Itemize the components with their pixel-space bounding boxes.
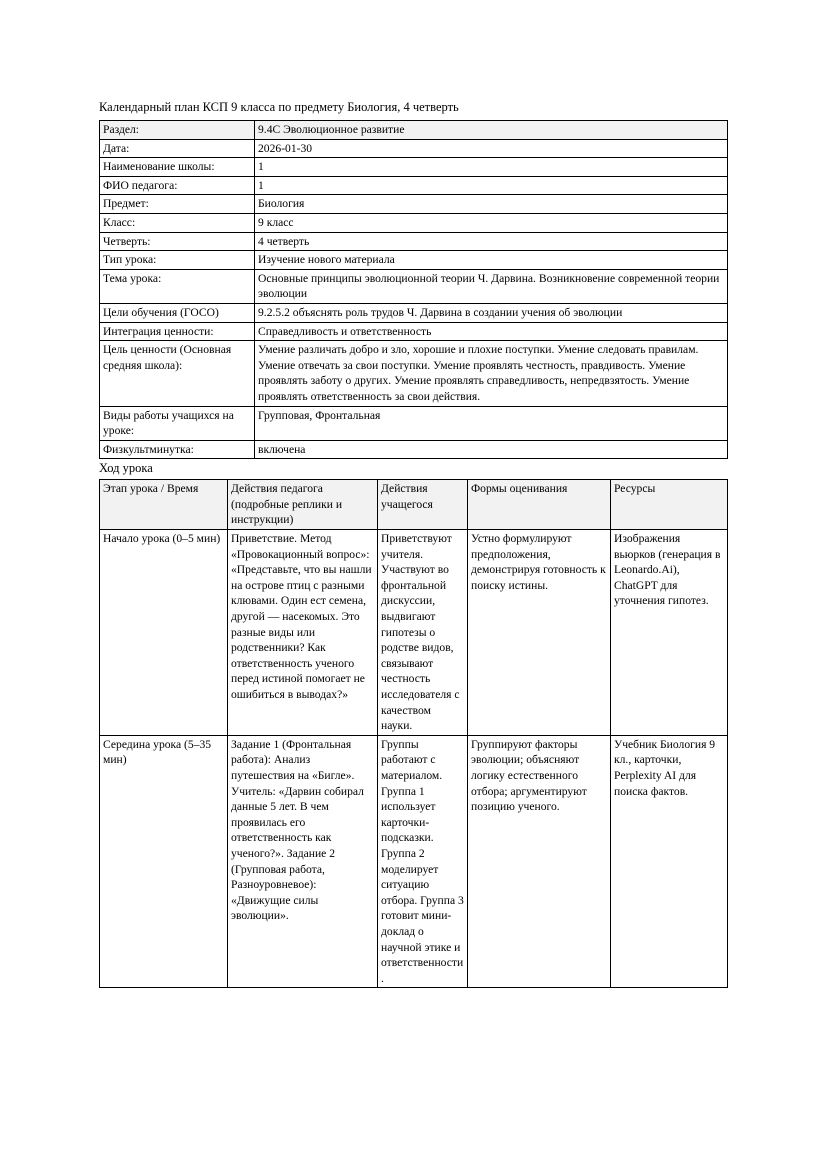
info-value: 1 <box>255 176 728 195</box>
column-header-assessment-forms: Формы оценивания <box>468 480 611 530</box>
cell-student-actions: Приветствуют учителя. Участвуют во фронтальной дискуссии, выдвигают гипотезы о родстве видов, связывают честность исследователя с качеством науки. <box>378 530 468 736</box>
lesson-info-table <box>99 120 728 459</box>
info-value: Групповая, Фронтальная <box>255 406 728 440</box>
table-row <box>100 195 728 214</box>
info-label: Тема урока: <box>100 269 255 303</box>
info-label: Класс: <box>100 213 255 232</box>
lesson-flow-heading: Ход урока <box>99 461 153 476</box>
info-label: Предмет: <box>100 195 255 214</box>
info-label: Цели обучения (ГОСО) <box>100 303 255 322</box>
page-title: Календарный план КСП 9 класса по предмету Биология, 4 четверть <box>99 100 459 114</box>
table-row <box>100 341 728 406</box>
info-value: 9.2.5.2 объяснять роль трудов Ч. Дарвина в создании учения об эволюции <box>255 303 728 322</box>
column-header-stage: Этап урока / Время <box>100 480 228 530</box>
cell-assessment-forms: Группируют факторы эволюции; объясняют логику естественного отбора; аргументируют позицию ученого. <box>468 735 611 988</box>
cell-stage: Середина урока (5–35 мин) <box>100 735 228 988</box>
table-row <box>100 735 728 988</box>
table-row <box>100 139 728 158</box>
table-row <box>100 440 728 459</box>
table-row <box>100 303 728 322</box>
info-value: Биология <box>255 195 728 214</box>
info-value: Умение различать добро и зло, хорошие и плохие поступки. Умение следовать правилам. Умение отвечать за свои поступки. Умение проявлять честность, правдивость. Умение проявлять заботу о других. Умение проявлять справедливость, непредвзятость. Умение проявлять ответственность за свои действия. <box>255 341 728 406</box>
info-value: 1 <box>255 158 728 177</box>
lesson-info-body <box>100 121 728 459</box>
info-value: 9.4С Эволюционное развитие <box>255 121 728 140</box>
info-label: Наименование школы: <box>100 158 255 177</box>
cell-teacher-actions: Приветствие. Метод «Провокационный вопрос»: «Представьте, что вы нашли на острове птиц с разными клювами. Один ест семена, другой — насекомых. Это разные виды или родственники? Как ответственность ученого перед истиной помогает не ошибиться в выводах?» <box>228 530 378 736</box>
table-row <box>100 322 728 341</box>
info-value: 2026-01-30 <box>255 139 728 158</box>
info-label: Тип урока: <box>100 251 255 270</box>
table-row <box>100 406 728 440</box>
table-row <box>100 158 728 177</box>
cell-resources: Учебник Биология 9 кл., карточки, Perplexity AI для поиска фактов. <box>611 735 728 988</box>
column-header-student-actions: Действия учащегося <box>378 480 468 530</box>
info-label: Дата: <box>100 139 255 158</box>
table-row <box>100 251 728 270</box>
table-header-row <box>100 480 728 530</box>
lesson-flow-body <box>100 530 728 988</box>
table-row <box>100 213 728 232</box>
info-label: Виды работы учащихся на уроке: <box>100 406 255 440</box>
info-value: Изучение нового материала <box>255 251 728 270</box>
cell-student-actions: Группы работают с материалом. Группа 1 использует карточки-подсказки. Группа 2 моделирует ситуацию отбора. Группа 3 готовит мини-доклад о научной этике и ответственности. <box>378 735 468 988</box>
table-row <box>100 176 728 195</box>
table-row <box>100 232 728 251</box>
lesson-flow-header <box>100 480 728 530</box>
table-row <box>100 269 728 303</box>
info-value: Основные принципы эволюционной теории Ч. Дарвина. Возникновение современной теории эволюции <box>255 269 728 303</box>
cell-resources: Изображения вьюрков (генерация в Leonardo.Ai), ChatGPT для уточнения гипотез. <box>611 530 728 736</box>
info-label: Раздел: <box>100 121 255 140</box>
lesson-flow-table <box>99 479 728 988</box>
info-label: Физкультминутка: <box>100 440 255 459</box>
info-value: 4 четверть <box>255 232 728 251</box>
info-label: Интеграция ценности: <box>100 322 255 341</box>
table-row <box>100 121 728 140</box>
info-label: Цель ценности (Основная средняя школа): <box>100 341 255 406</box>
info-label: Четверть: <box>100 232 255 251</box>
info-label: ФИО педагога: <box>100 176 255 195</box>
info-value: Справедливость и ответственность <box>255 322 728 341</box>
info-value: включена <box>255 440 728 459</box>
column-header-teacher-actions: Действия педагога (подробные реплики и инструкции) <box>228 480 378 530</box>
table-row <box>100 530 728 736</box>
info-value: 9 класс <box>255 213 728 232</box>
cell-assessment-forms: Устно формулируют предположения, демонстрируя готовность к поиску истины. <box>468 530 611 736</box>
column-header-resources: Ресурсы <box>611 480 728 530</box>
cell-stage: Начало урока (0–5 мин) <box>100 530 228 736</box>
cell-teacher-actions: Задание 1 (Фронтальная работа): Анализ путешествия на «Бигле». Учитель: «Дарвин собирал данные 5 лет. В чем проявилась его ответственность как ученого?». Задание 2 (Групповая работа, Разноуровневое): «Движущие силы эволюции». <box>228 735 378 988</box>
